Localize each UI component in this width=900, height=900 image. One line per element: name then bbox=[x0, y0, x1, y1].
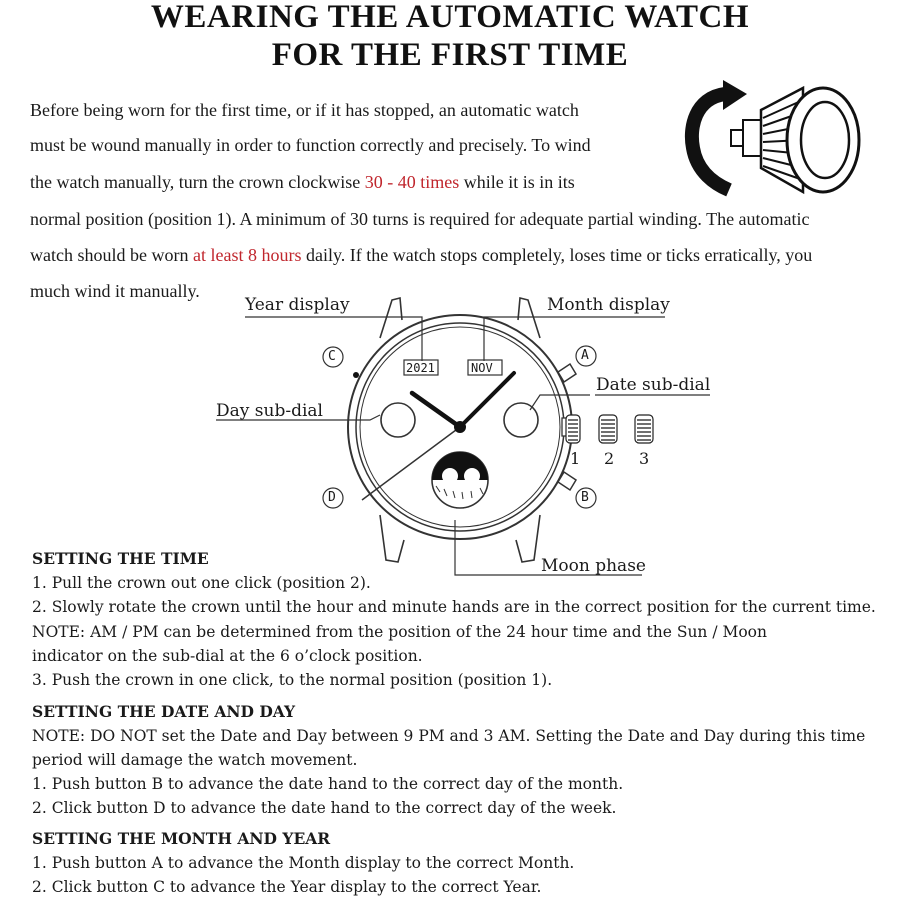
month-year-line-2: 2. Click button C to advance the Year display to the correct Year. bbox=[32, 878, 542, 896]
setting-time-line-5: 3. Push the crown in one click, to the normal position (position 1). bbox=[32, 671, 553, 689]
crown-position-1: 1 bbox=[570, 449, 581, 468]
intro-line-2: must be wound manually in order to function correctly and precisely. To wind bbox=[30, 135, 591, 155]
winding-turns-highlight: 30 - 40 times bbox=[364, 172, 460, 192]
intro-line-6: much wind it manually. bbox=[30, 281, 200, 301]
month-display-label: Month display bbox=[547, 295, 670, 315]
section-heading-month-year: SETTING THE MONTH AND YEAR bbox=[32, 829, 331, 848]
year-display-label: Year display bbox=[245, 295, 350, 315]
button-a-label: A bbox=[581, 348, 589, 363]
setting-time-line-3: NOTE: AM / PM can be determined from the position of the 24 hour time and the Sun / Moon bbox=[32, 623, 768, 641]
button-d-label: D bbox=[328, 490, 336, 505]
intro-line-3-text-a: the watch manually, turn the crown clockwise bbox=[30, 172, 365, 192]
setting-time-line-2: 2. Slowly rotate the crown until the hour and minute hands are in the correct position for the current time. bbox=[32, 598, 876, 616]
day-subdial-label: Day sub-dial bbox=[216, 401, 323, 421]
crown-position-icons bbox=[560, 413, 660, 447]
button-c-label: C bbox=[328, 349, 336, 364]
intro-line-3-text-b: while it is in its bbox=[459, 172, 575, 192]
crown-position-2: 2 bbox=[604, 449, 615, 468]
moon-phase-label: Moon phase bbox=[541, 556, 646, 576]
page-title-line-1: WEARING THE AUTOMATIC WATCH bbox=[150, 0, 750, 35]
month-year-line-1: 1. Push button A to advance the Month display to the correct Month. bbox=[32, 854, 575, 872]
setting-time-line-1: 1. Pull the crown out one click (position 2). bbox=[32, 574, 371, 592]
intro-line-5-text-a: watch should be worn bbox=[30, 245, 193, 265]
button-b-label: B bbox=[581, 490, 589, 505]
page-title-line-2: FOR THE FIRST TIME bbox=[271, 37, 629, 73]
year-window-text: 2021 bbox=[406, 361, 435, 375]
date-day-line-3: 1. Push button B to advance the date hand to the correct day of the month. bbox=[32, 775, 624, 793]
section-heading-setting-time: SETTING THE TIME bbox=[32, 549, 209, 568]
section-heading-date-day: SETTING THE DATE AND DAY bbox=[32, 702, 296, 721]
intro-line-5-text-b: daily. If the watch stops completely, loses time or ticks erratically, you bbox=[301, 245, 813, 265]
month-window-text: NOV bbox=[471, 361, 493, 375]
setting-time-line-4: indicator on the sub-dial at the 6 o’clock position. bbox=[32, 647, 423, 665]
wear-hours-highlight: at least 8 hours bbox=[192, 245, 302, 265]
intro-line-1: Before being worn for the first time, or if it has stopped, an automatic watch bbox=[30, 100, 579, 120]
crown-position-3: 3 bbox=[639, 449, 650, 468]
date-day-line-4: 2. Click button D to advance the date hand to the correct day of the week. bbox=[32, 799, 617, 817]
intro-line-4: normal position (position 1). A minimum of 30 turns is required for adequate partial winding. The automatic bbox=[30, 209, 810, 229]
date-day-line-1: NOTE: DO NOT set the Date and Day between 9 PM and 3 AM. Setting the Date and Day during this time bbox=[32, 727, 866, 745]
date-day-line-2: period will damage the watch movement. bbox=[32, 751, 358, 769]
date-subdial-label: Date sub-dial bbox=[596, 375, 711, 395]
